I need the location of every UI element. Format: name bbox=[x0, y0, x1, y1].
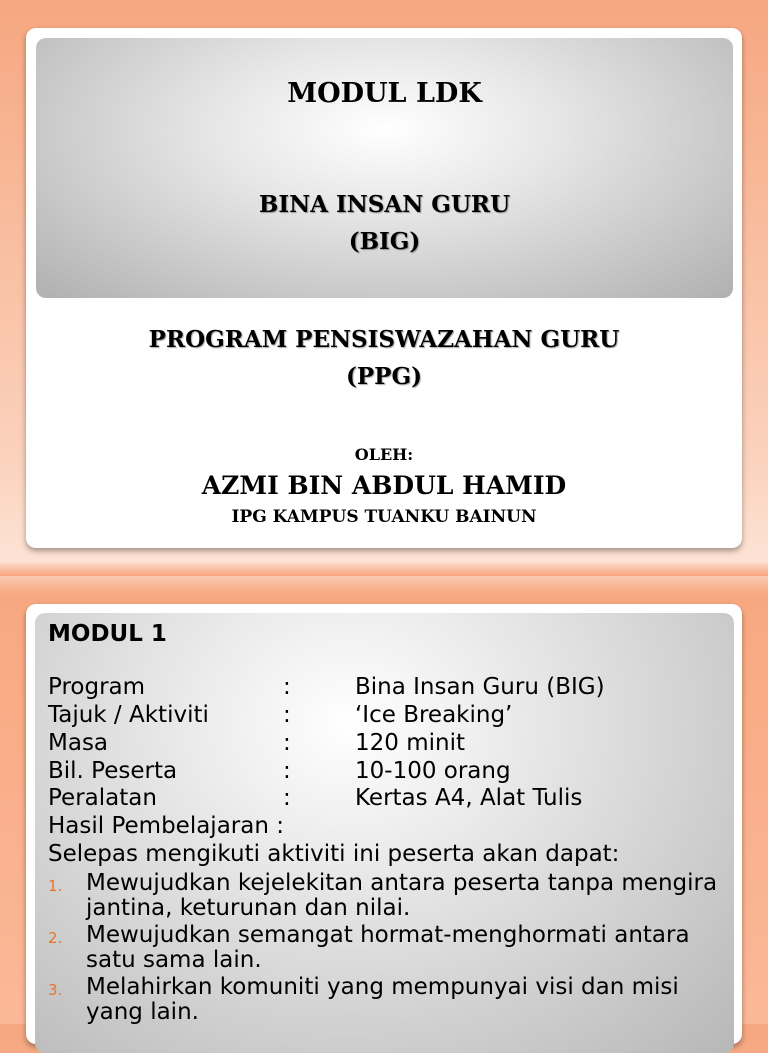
list-item bbox=[48, 871, 728, 921]
title-banner bbox=[36, 38, 733, 298]
program-line2: (PPG) bbox=[346, 363, 422, 390]
list-item bbox=[48, 923, 728, 973]
info-value: ‘Ice Breaking’ bbox=[355, 702, 513, 728]
info-colon: : bbox=[283, 730, 291, 756]
title-slide bbox=[26, 28, 742, 548]
institution-name: IPG KAMPUS TUANKU BAINUN bbox=[231, 507, 537, 527]
info-value: 10-100 orang bbox=[355, 758, 511, 784]
by-label: OLEH: bbox=[354, 445, 414, 464]
list-number: 2. bbox=[48, 929, 63, 947]
module-panel bbox=[35, 613, 734, 1053]
info-label: Program bbox=[48, 674, 146, 700]
outcome-heading: Hasil Pembelajaran : bbox=[48, 813, 284, 839]
module-slide bbox=[26, 604, 742, 1044]
list-text: Mewujudkan semangat hormat-menghormati antara satu sama lain. bbox=[86, 922, 690, 973]
info-value: Bina Insan Guru (BIG) bbox=[355, 674, 605, 700]
info-colon: : bbox=[283, 702, 291, 728]
list-number: 3. bbox=[48, 981, 63, 999]
list-item bbox=[48, 975, 728, 1025]
info-colon: : bbox=[283, 758, 291, 784]
info-label: Peralatan bbox=[48, 785, 157, 811]
list-text: Melahirkan komuniti yang mempunyai visi dan misi yang lain. bbox=[86, 974, 679, 1025]
info-colon: : bbox=[283, 674, 291, 700]
info-label: Masa bbox=[48, 730, 109, 756]
info-colon: : bbox=[283, 785, 291, 811]
program-line1: PROGRAM PENSISWAZAHAN GURU bbox=[148, 326, 620, 353]
slide-separator bbox=[0, 560, 768, 576]
subtitle-line2: (BIG) bbox=[348, 228, 421, 255]
info-label: Bil. Peserta bbox=[48, 758, 178, 784]
list-text: Mewujudkan kejelekitan antara peserta tanpa mengira jantina, keturunan dan nilai. bbox=[86, 870, 718, 921]
module-title: MODUL LDK bbox=[287, 78, 482, 109]
info-value: 120 minit bbox=[355, 730, 465, 756]
subtitle-line1: BINA INSAN GURU bbox=[258, 191, 511, 218]
author-name: AZMI BIN ABDUL HAMID bbox=[201, 471, 567, 500]
outcome-intro: Selepas mengikuti aktiviti ini peserta akan dapat: bbox=[48, 841, 620, 867]
info-value: Kertas A4, Alat Tulis bbox=[355, 785, 583, 811]
module-heading: MODUL 1 bbox=[48, 621, 167, 647]
list-number: 1. bbox=[48, 877, 63, 895]
info-label: Tajuk / Aktiviti bbox=[48, 702, 209, 728]
